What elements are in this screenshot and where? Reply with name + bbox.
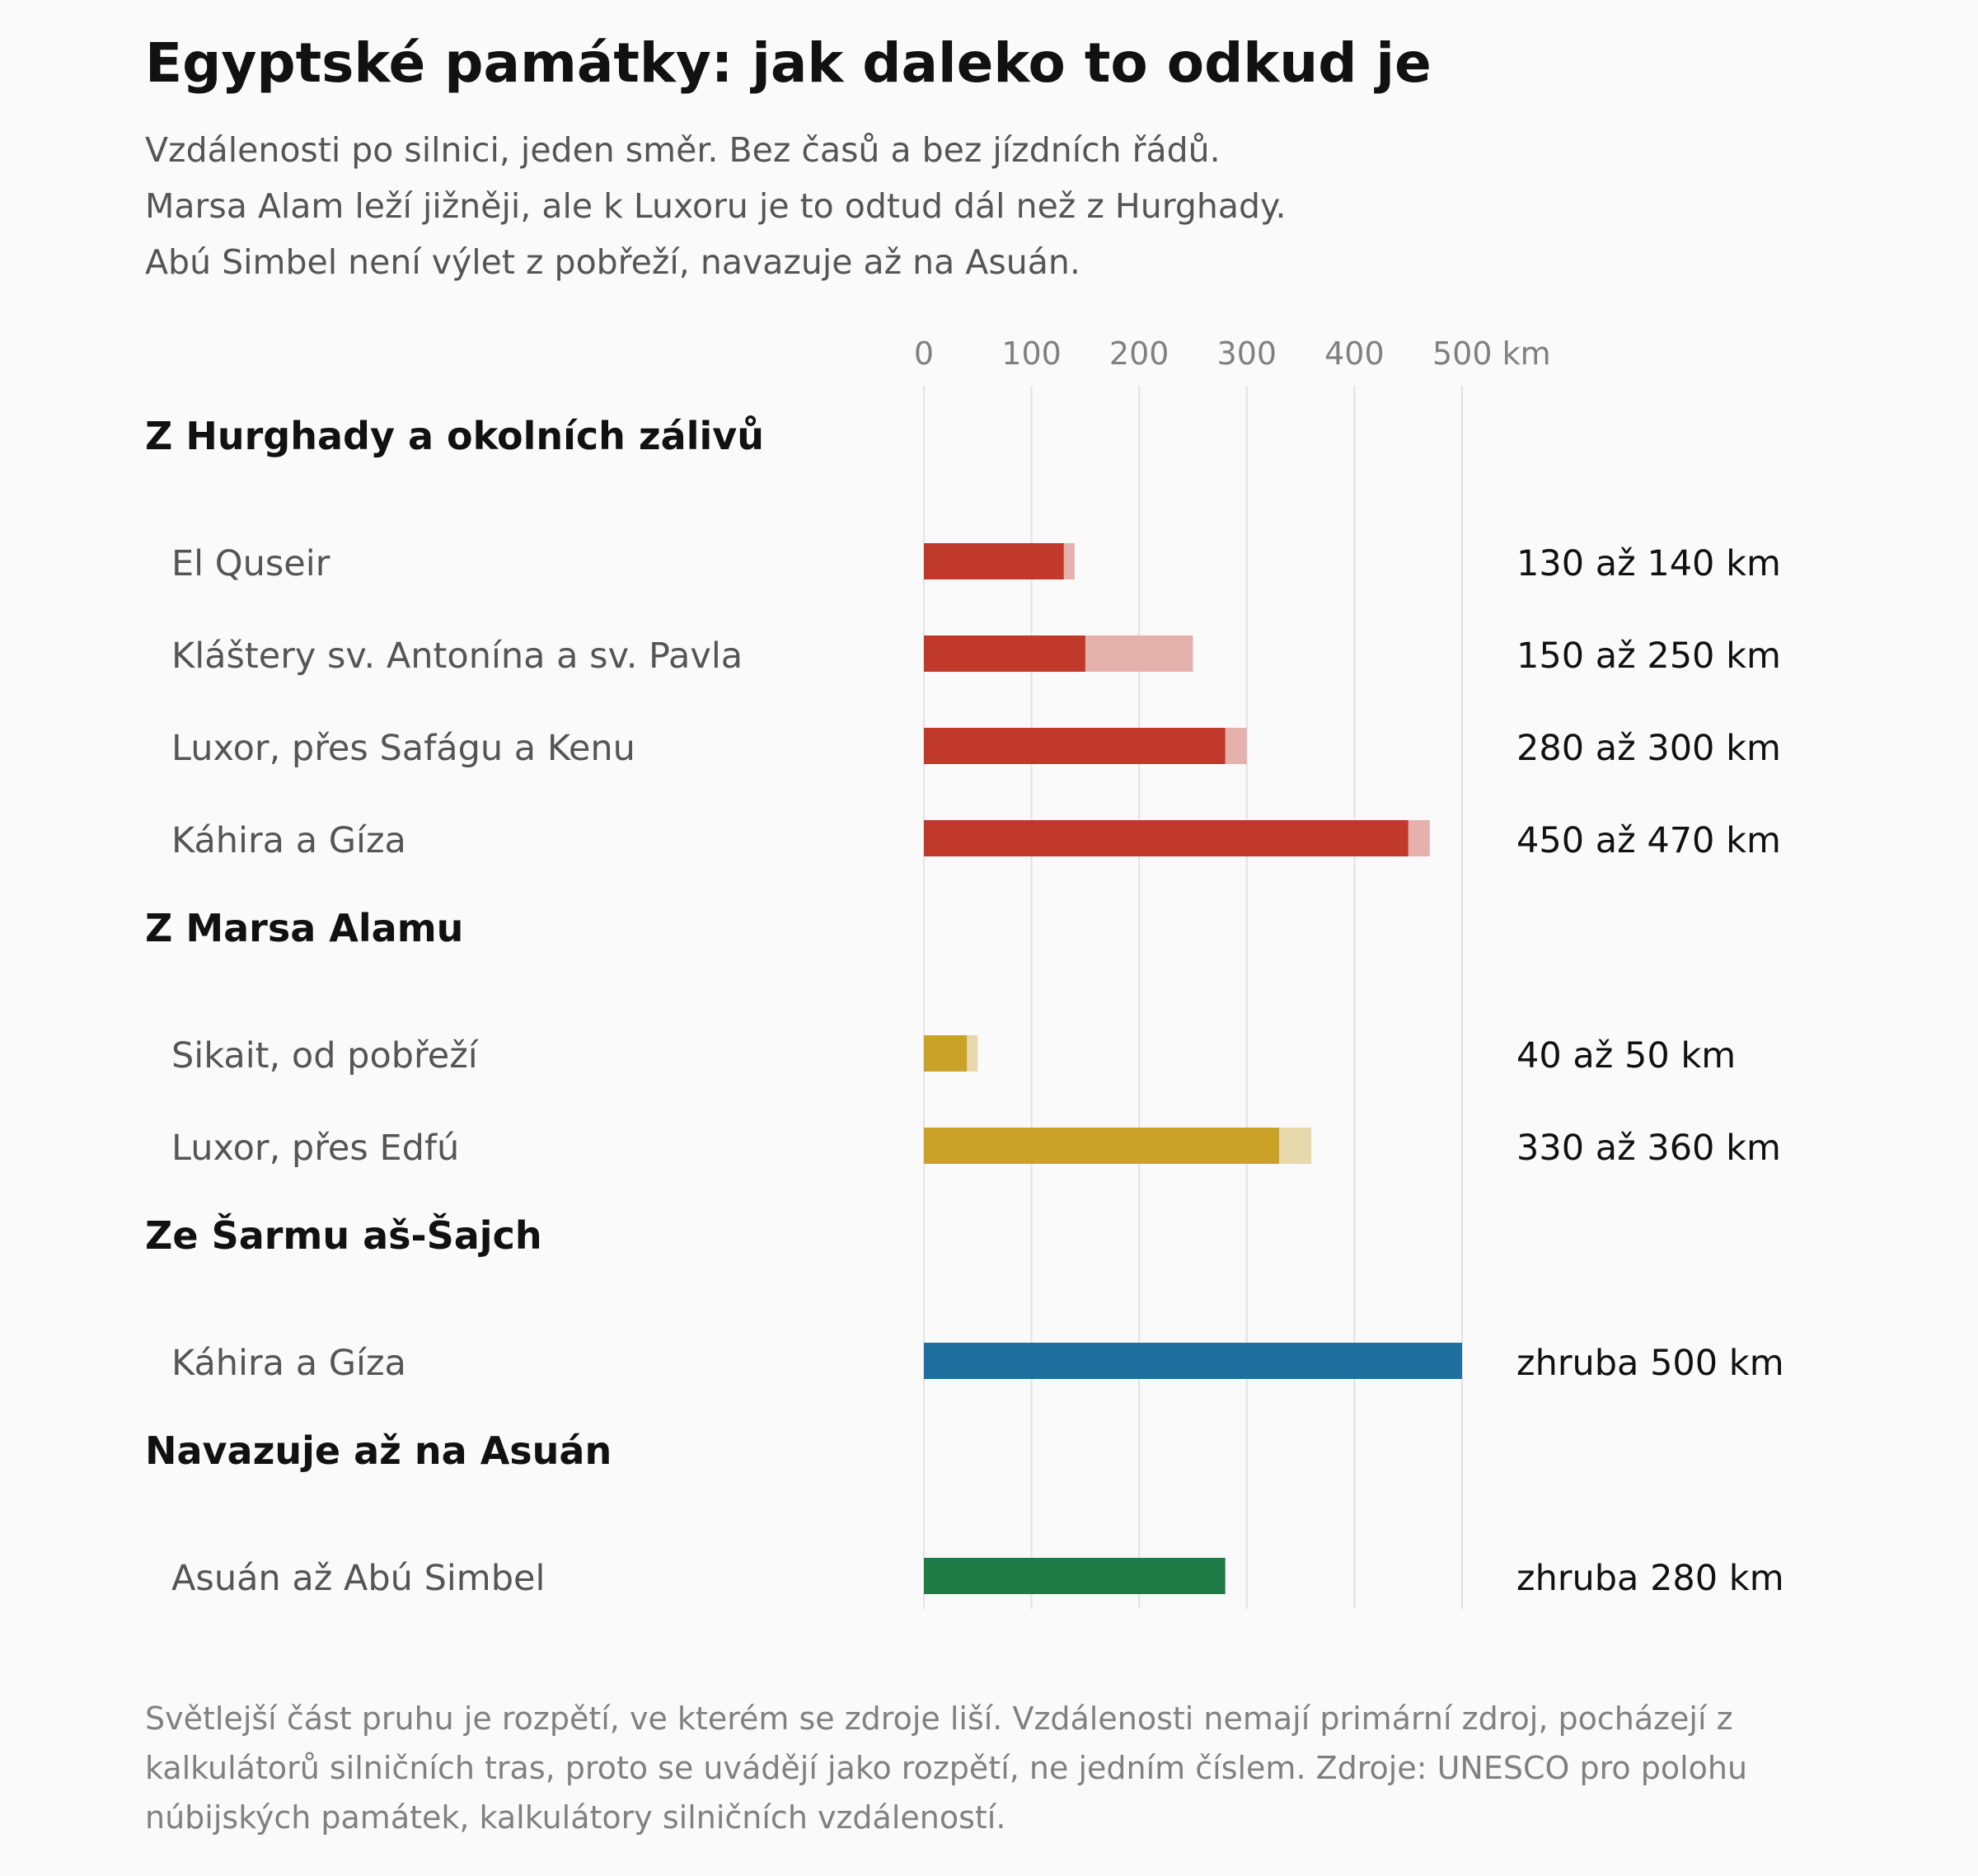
row-label: El Quseir xyxy=(171,543,330,584)
chart-footnote: Světlejší část pruhu je rozpětí, ve kterém se zdroje liší. Vzdálenosti nemají primární zdroj, pocházejí z kalkulátorů silničních tras, proto se uvádějí jako rozpětí, ne jedním číslem. Zdroje: UNESCO pro polohu núbijských památek, kalkulátory silničních vzdáleností. xyxy=(145,1700,1748,1836)
subtitle-line-2: Marsa Alam leží jižněji, ale k Luxoru je to odtud dál než z Hurghady. xyxy=(145,186,1287,226)
bar-min-segment xyxy=(924,1558,1226,1594)
chart-title: Egyptské památky: jak daleko to odkud je xyxy=(145,31,1432,95)
bar-range-segment xyxy=(1064,543,1075,579)
value-label: 130 až 140 km xyxy=(1516,543,1781,584)
group-label: Ze Šarmu aš-Šajch xyxy=(145,1213,542,1258)
x-tick-label: 100 xyxy=(1001,335,1062,372)
bar-min-segment xyxy=(924,1128,1279,1164)
subtitle-line-1: Vzdálenosti po silnici, jeden směr. Bez časů a bez jízdních řádů. xyxy=(145,130,1221,170)
value-label: 330 až 360 km xyxy=(1516,1128,1781,1169)
bar-min-segment xyxy=(924,635,1085,672)
subtitle-line-3: Abú Simbel není výlet z pobřeží, navazuje až na Asuán. xyxy=(145,242,1080,282)
x-tick-label: 500 km xyxy=(1432,335,1551,372)
row-label: Kláštery sv. Antonína a sv. Pavla xyxy=(171,635,743,677)
value-label: 150 až 250 km xyxy=(1516,635,1781,677)
value-label: zhruba 500 km xyxy=(1516,1343,1784,1384)
row-label: Káhira a Gíza xyxy=(171,1343,406,1384)
bar-range-segment xyxy=(1226,728,1247,764)
row-label: Luxor, přes Edfú xyxy=(171,1128,460,1169)
value-label: 40 až 50 km xyxy=(1516,1035,1737,1076)
group-label: Navazuje až na Asuán xyxy=(145,1428,612,1473)
x-tick-label: 400 xyxy=(1324,335,1385,372)
x-tick-label: 300 xyxy=(1216,335,1277,372)
bar-min-segment xyxy=(924,1035,967,1072)
bar-min-segment xyxy=(924,820,1409,856)
value-label: 280 až 300 km xyxy=(1516,728,1781,769)
x-tick-label: 0 xyxy=(913,335,935,372)
bar-range-segment xyxy=(967,1035,977,1072)
bar-min-segment xyxy=(924,1343,1462,1379)
group-label: Z Marsa Alamu xyxy=(145,906,464,950)
row-label: Asuán až Abú Simbel xyxy=(171,1558,546,1599)
row-label: Káhira a Gíza xyxy=(171,820,406,861)
bar-range-segment xyxy=(1085,635,1193,672)
value-label: zhruba 280 km xyxy=(1516,1558,1784,1599)
row-label: Sikait, od pobřeží xyxy=(171,1035,478,1076)
bar-range-segment xyxy=(1409,820,1430,856)
bar-min-segment xyxy=(924,728,1226,764)
value-label: 450 až 470 km xyxy=(1516,820,1781,861)
bar-range-segment xyxy=(1279,1128,1311,1164)
x-tick-label: 200 xyxy=(1109,335,1169,372)
bar-min-segment xyxy=(924,543,1064,579)
group-label: Z Hurghady a okolních zálivů xyxy=(145,414,764,458)
row-label: Luxor, přes Safágu a Kenu xyxy=(171,728,635,769)
